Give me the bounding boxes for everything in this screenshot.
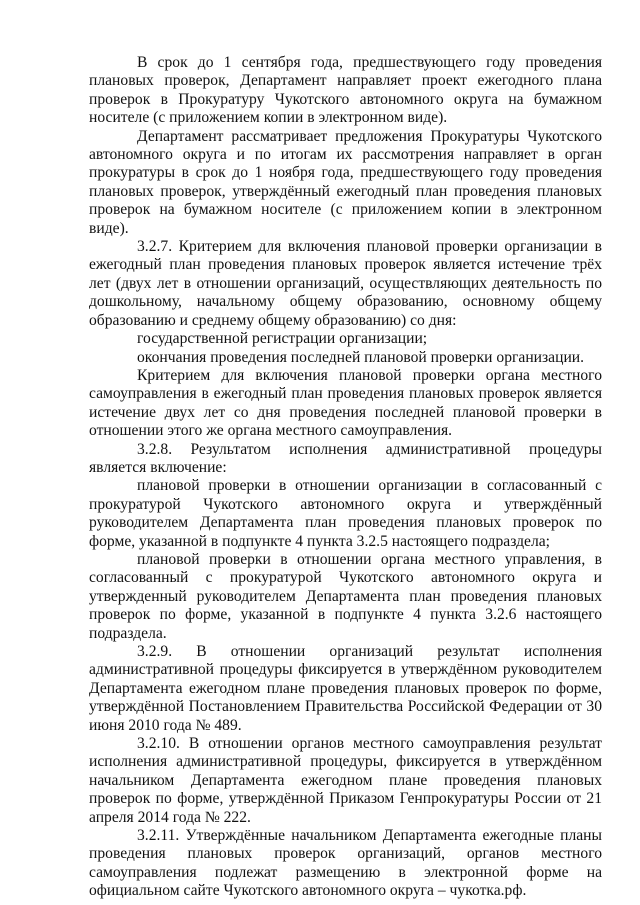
paragraph-last-inspection: окончания проведения последней плановой проверки организации. bbox=[137, 348, 585, 366]
paragraph-state-registration: государственной регистрации организации; bbox=[137, 330, 428, 348]
paragraph-3-2-7: 3.2.7. Критерием для включения плановой проверки организации в ежегодный план проведения плановых проверок является истечение трёх лет (двух лет в отношении организаций, осуществляющих деятельность по дошкольному, начальному общему образованию, основному общему образованию и среднему общему образованию) со дня: bbox=[89, 238, 602, 329]
paragraph-3-2-11: 3.2.11. Утверждённые начальником Департамента ежегодные планы проведения плановых проверок организаций, органов местного самоуправления подлежат размещению в электронной форме на официальном сайте Чукотского автономного округа – чукотка.рф. bbox=[89, 827, 602, 900]
paragraph-plan-submission: В срок до 1 сентября года, предшествующего году проведения плановых проверок, Департамент направляет проект ежегодного плана проверок в Прокуратуру Чукотского автономного округа на бумажном носителе (с приложением копии в электронном виде). bbox=[89, 54, 602, 127]
paragraph-plan-review: Департамент рассматривает предложения Прокуратуры Чукотского автономного округа и по итогам их рассмотрения направляет в орган прокуратуры в срок до 1 ноября года, предшествующего году проведения плановых проверок, утверждённый ежегодный план проведения плановых проверок на бумажном носителе (с приложением копии в электронном виде). bbox=[89, 127, 602, 237]
paragraph-3-2-9: 3.2.9. В отношении организаций результат исполнения административной процедуры фиксируется в утверждённом руководителем Департамента ежегодном плане проведения плановых проверок по форме, утверждённой Постановлением Правительства Российской Федерации от 30 июня 2010 года № 489. bbox=[89, 643, 602, 734]
paragraph-municipal-criterion: Критерием для включения плановой проверки органа местного самоуправления в ежегодный план проведения плановых проверок является истечение двух лет со дня проведения последней плановой проверки в отношении этого же органа местного самоуправления. bbox=[89, 366, 602, 440]
paragraph-3-2-10: 3.2.10. В отношении органов местного самоуправления результат исполнения административной процедуры, фиксируется в утверждённом начальником Департамента ежегодном плане проведения плановых проверок по форме, утверждённой Приказом Генпрокуратуры России от 21 апреля 2014 года № 222. bbox=[89, 735, 602, 826]
paragraph-organization-inspection: плановой проверки в отношении организации в согласованный с прокуратурой Чукотского автономного округа и утверждённый руководителем Департамента план проведения плановых проверок по форме, указанной в подпункте 4 пункта 3.2.5 настоящего подраздела; bbox=[89, 477, 602, 550]
paragraph-3-2-8: 3.2.8. Результатом исполнения административной процедуры является включение: bbox=[89, 440, 602, 476]
paragraph-municipal-inspection: плановой проверки в отношении органа местного управления, в согласованный с прокуратурой Чукотского автономного округа и утвержденный руководителем Департамента план проведения плановых проверок по форме, указанной в подпункте 4 пункта 3.2.6 настоящего подраздела. bbox=[89, 550, 602, 642]
document-page bbox=[89, 54, 602, 901]
